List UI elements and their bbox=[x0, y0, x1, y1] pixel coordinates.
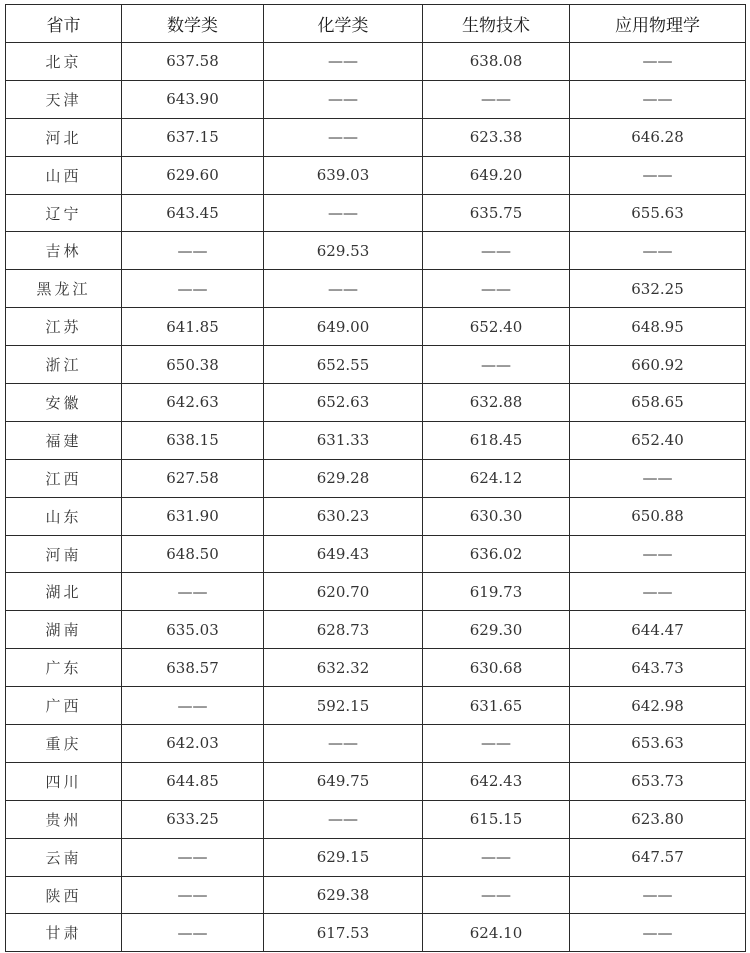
cell-biotech: 636.02 bbox=[423, 535, 570, 573]
cell-applied-physics: —— bbox=[570, 80, 746, 118]
table-row bbox=[6, 156, 746, 194]
header-math: 数学类 bbox=[122, 5, 264, 43]
cell-chemistry: —— bbox=[264, 80, 423, 118]
cell-applied-physics: 660.92 bbox=[570, 346, 746, 384]
header-province: 省市 bbox=[6, 5, 122, 43]
cell-biotech: 618.45 bbox=[423, 421, 570, 459]
cell-applied-physics: —— bbox=[570, 535, 746, 573]
cell-chemistry: —— bbox=[264, 43, 423, 81]
cell-biotech: 638.08 bbox=[423, 43, 570, 81]
cell-province: 甘肃 bbox=[6, 914, 122, 952]
cell-math: —— bbox=[122, 270, 264, 308]
cell-applied-physics: 653.63 bbox=[570, 725, 746, 763]
cell-biotech: 632.88 bbox=[423, 384, 570, 422]
cell-applied-physics: —— bbox=[570, 914, 746, 952]
cell-math: 643.90 bbox=[122, 80, 264, 118]
cell-province: 湖南 bbox=[6, 611, 122, 649]
cell-applied-physics: 643.73 bbox=[570, 649, 746, 687]
cell-biotech: —— bbox=[423, 876, 570, 914]
header-applied-physics: 应用物理学 bbox=[570, 5, 746, 43]
cell-applied-physics: 653.73 bbox=[570, 762, 746, 800]
cell-biotech: 623.38 bbox=[423, 118, 570, 156]
cell-province: 辽宁 bbox=[6, 194, 122, 232]
cell-chemistry: 629.53 bbox=[264, 232, 423, 270]
cell-province: 江西 bbox=[6, 459, 122, 497]
cell-applied-physics: 647.57 bbox=[570, 838, 746, 876]
cell-province: 北京 bbox=[6, 43, 122, 81]
table-body bbox=[6, 43, 746, 952]
table-row bbox=[6, 800, 746, 838]
table-row bbox=[6, 43, 746, 81]
table-row bbox=[6, 687, 746, 725]
cell-math: —— bbox=[122, 573, 264, 611]
cell-math: 631.90 bbox=[122, 497, 264, 535]
cell-chemistry: 652.55 bbox=[264, 346, 423, 384]
table-row bbox=[6, 308, 746, 346]
table-row bbox=[6, 838, 746, 876]
cell-province: 福建 bbox=[6, 421, 122, 459]
cell-chemistry: 631.33 bbox=[264, 421, 423, 459]
cell-math: 638.57 bbox=[122, 649, 264, 687]
cell-biotech: 629.30 bbox=[423, 611, 570, 649]
cell-biotech: 631.65 bbox=[423, 687, 570, 725]
cell-chemistry: 629.28 bbox=[264, 459, 423, 497]
cell-biotech: —— bbox=[423, 346, 570, 384]
cell-biotech: 624.10 bbox=[423, 914, 570, 952]
cell-math: —— bbox=[122, 914, 264, 952]
cell-biotech: 649.20 bbox=[423, 156, 570, 194]
cell-applied-physics: —— bbox=[570, 459, 746, 497]
cropped-text-remnant bbox=[0, 947, 750, 953]
cell-applied-physics: 655.63 bbox=[570, 194, 746, 232]
cell-province: 安徽 bbox=[6, 384, 122, 422]
cell-math: 642.03 bbox=[122, 725, 264, 763]
cell-math: 650.38 bbox=[122, 346, 264, 384]
cell-province: 重庆 bbox=[6, 725, 122, 763]
table-row bbox=[6, 649, 746, 687]
cell-biotech: —— bbox=[423, 838, 570, 876]
cell-applied-physics: 650.88 bbox=[570, 497, 746, 535]
cell-province: 山东 bbox=[6, 497, 122, 535]
cell-applied-physics: 646.28 bbox=[570, 118, 746, 156]
cell-province: 浙江 bbox=[6, 346, 122, 384]
cell-chemistry: 629.15 bbox=[264, 838, 423, 876]
cell-chemistry: 649.43 bbox=[264, 535, 423, 573]
cell-applied-physics: —— bbox=[570, 573, 746, 611]
cell-biotech: 635.75 bbox=[423, 194, 570, 232]
cell-province: 吉林 bbox=[6, 232, 122, 270]
cell-chemistry: 592.15 bbox=[264, 687, 423, 725]
cell-math: —— bbox=[122, 232, 264, 270]
cell-applied-physics: 652.40 bbox=[570, 421, 746, 459]
cell-chemistry: 649.00 bbox=[264, 308, 423, 346]
table-row bbox=[6, 80, 746, 118]
cell-math: 641.85 bbox=[122, 308, 264, 346]
cell-chemistry: —— bbox=[264, 194, 423, 232]
cell-chemistry: 652.63 bbox=[264, 384, 423, 422]
cell-math: 644.85 bbox=[122, 762, 264, 800]
cell-math: 627.58 bbox=[122, 459, 264, 497]
cell-math: 648.50 bbox=[122, 535, 264, 573]
cell-province: 天津 bbox=[6, 80, 122, 118]
table-row bbox=[6, 535, 746, 573]
cell-chemistry: —— bbox=[264, 725, 423, 763]
cell-province: 广西 bbox=[6, 687, 122, 725]
table-row bbox=[6, 421, 746, 459]
table-row bbox=[6, 384, 746, 422]
cell-province: 山西 bbox=[6, 156, 122, 194]
cell-chemistry: 632.32 bbox=[264, 649, 423, 687]
score-table bbox=[5, 4, 746, 952]
cell-math: 633.25 bbox=[122, 800, 264, 838]
cell-biotech: 652.40 bbox=[423, 308, 570, 346]
cell-math: —— bbox=[122, 838, 264, 876]
cell-math: 629.60 bbox=[122, 156, 264, 194]
table-row bbox=[6, 497, 746, 535]
cell-math: 637.15 bbox=[122, 118, 264, 156]
cell-province: 云南 bbox=[6, 838, 122, 876]
cell-province: 湖北 bbox=[6, 573, 122, 611]
table-row bbox=[6, 118, 746, 156]
cell-chemistry: —— bbox=[264, 270, 423, 308]
cell-math: 638.15 bbox=[122, 421, 264, 459]
cell-chemistry: —— bbox=[264, 118, 423, 156]
table-row bbox=[6, 270, 746, 308]
cell-province: 四川 bbox=[6, 762, 122, 800]
cell-chemistry: 628.73 bbox=[264, 611, 423, 649]
cell-biotech: 624.12 bbox=[423, 459, 570, 497]
cell-math: 635.03 bbox=[122, 611, 264, 649]
cell-chemistry: —— bbox=[264, 800, 423, 838]
table-row bbox=[6, 876, 746, 914]
cell-applied-physics: 648.95 bbox=[570, 308, 746, 346]
table-row bbox=[6, 232, 746, 270]
cell-province: 河南 bbox=[6, 535, 122, 573]
cell-applied-physics: —— bbox=[570, 43, 746, 81]
cell-province: 黑龙江 bbox=[6, 270, 122, 308]
cell-biotech: 619.73 bbox=[423, 573, 570, 611]
table-row bbox=[6, 194, 746, 232]
header-chemistry: 化学类 bbox=[264, 5, 423, 43]
table-row bbox=[6, 459, 746, 497]
cell-biotech: 630.30 bbox=[423, 497, 570, 535]
cell-applied-physics: —— bbox=[570, 232, 746, 270]
cell-chemistry: 630.23 bbox=[264, 497, 423, 535]
cell-biotech: —— bbox=[423, 232, 570, 270]
table-row bbox=[6, 762, 746, 800]
cell-biotech: 630.68 bbox=[423, 649, 570, 687]
header-biotech: 生物技术 bbox=[423, 5, 570, 43]
table-row bbox=[6, 573, 746, 611]
table-row bbox=[6, 346, 746, 384]
cell-province: 陕西 bbox=[6, 876, 122, 914]
cell-applied-physics: 632.25 bbox=[570, 270, 746, 308]
cell-chemistry: 629.38 bbox=[264, 876, 423, 914]
cell-biotech: 615.15 bbox=[423, 800, 570, 838]
cell-biotech: —— bbox=[423, 270, 570, 308]
cell-applied-physics: —— bbox=[570, 156, 746, 194]
cell-biotech: —— bbox=[423, 80, 570, 118]
header-row bbox=[6, 5, 746, 43]
table-row bbox=[6, 725, 746, 763]
cell-math: —— bbox=[122, 687, 264, 725]
cell-applied-physics: 658.65 bbox=[570, 384, 746, 422]
cell-math: 637.58 bbox=[122, 43, 264, 81]
cell-biotech: 642.43 bbox=[423, 762, 570, 800]
cell-chemistry: 617.53 bbox=[264, 914, 423, 952]
cell-chemistry: 639.03 bbox=[264, 156, 423, 194]
cell-biotech: —— bbox=[423, 725, 570, 763]
cell-chemistry: 649.75 bbox=[264, 762, 423, 800]
cell-province: 江苏 bbox=[6, 308, 122, 346]
cell-province: 广东 bbox=[6, 649, 122, 687]
cell-applied-physics: 642.98 bbox=[570, 687, 746, 725]
cell-province: 河北 bbox=[6, 118, 122, 156]
cell-math: 642.63 bbox=[122, 384, 264, 422]
cell-math: 643.45 bbox=[122, 194, 264, 232]
cell-applied-physics: 623.80 bbox=[570, 800, 746, 838]
cell-applied-physics: —— bbox=[570, 876, 746, 914]
cell-applied-physics: 644.47 bbox=[570, 611, 746, 649]
cell-math: —— bbox=[122, 876, 264, 914]
cell-chemistry: 620.70 bbox=[264, 573, 423, 611]
cell-province: 贵州 bbox=[6, 800, 122, 838]
table-row bbox=[6, 611, 746, 649]
